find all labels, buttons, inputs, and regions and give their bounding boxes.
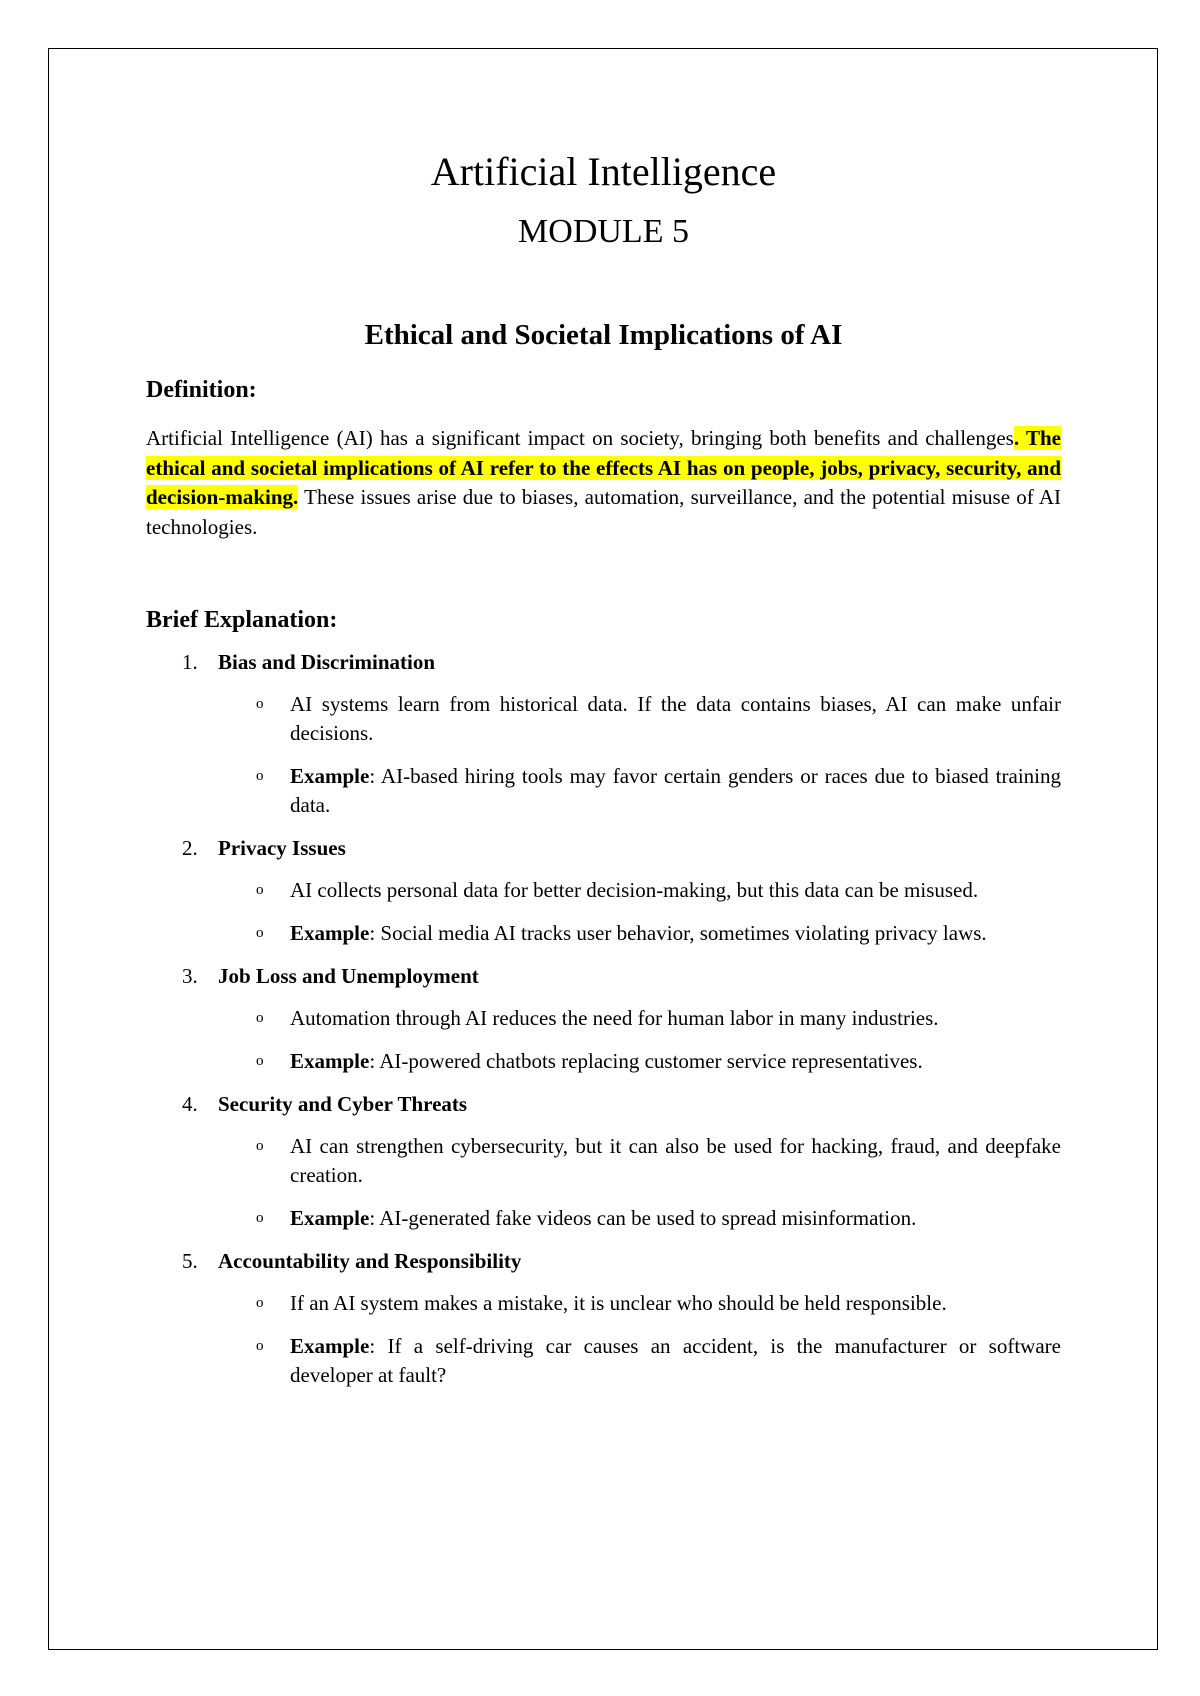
bullet-example [146, 1047, 1061, 1076]
item-number: 1. [182, 650, 198, 674]
example-label: Example [290, 921, 370, 945]
bullet-marker: o [256, 1210, 264, 1226]
definition-heading: Definition: [146, 377, 257, 403]
document-title: Artificial Intelligence [430, 149, 777, 194]
document-body [146, 150, 1061, 1390]
example-label: Example [290, 764, 370, 788]
definition-highlight: . The ethical and societal implications of AI refer to the effects AI has on people, jobs, privacy, security, and decision-making. [146, 426, 1061, 509]
definition-text-before: Artificial Intelligence (AI) has a significant impact on society, bringing both benefits and challenges [146, 426, 1014, 450]
item-number: 5. [182, 1249, 198, 1273]
bullet-point [146, 1289, 1061, 1318]
example-text: : AI-generated fake videos can be used to spread misinformation. [369, 1206, 917, 1230]
item-title: Bias and Discrimination [218, 650, 436, 674]
module-label: MODULE 5 [518, 213, 689, 250]
item-number: 2. [182, 836, 198, 860]
bullet-marker: o [256, 1295, 264, 1311]
example-label: Example [290, 1334, 370, 1358]
example-text: : AI-based hiring tools may favor certain genders or races due to biased training data. [290, 764, 1061, 817]
example-label: Example [290, 1049, 370, 1073]
bullet-point [146, 1004, 1061, 1033]
bullet-example [146, 762, 1061, 820]
section-title: Ethical and Societal Implications of AI [364, 319, 843, 351]
bullet-marker: o [256, 1053, 264, 1069]
implications-list [146, 648, 1061, 1390]
list-item [146, 1090, 1061, 1233]
example-text: : AI-powered chatbots replacing customer service representatives. [369, 1049, 923, 1073]
item-title: Security and Cyber Threats [218, 1092, 468, 1116]
bullet-marker: o [256, 1138, 264, 1154]
bullet-marker: o [256, 1338, 264, 1354]
item-title: Accountability and Responsibility [218, 1249, 522, 1273]
item-title: Privacy Issues [218, 836, 346, 860]
example-text: : Social media AI tracks user behavior, sometimes violating privacy laws. [369, 921, 987, 945]
bullet-point [146, 876, 1061, 905]
bullet-text: Automation through AI reduces the need for human labor in many industries. [290, 1006, 939, 1030]
bullet-example [146, 1204, 1061, 1233]
example-text: : If a self-driving car causes an accident, is the manufacturer or software developer at fault? [290, 1334, 1061, 1387]
bullet-text: If an AI system makes a mistake, it is unclear who should be held responsible. [290, 1291, 947, 1315]
bullet-text: AI systems learn from historical data. If the data contains biases, AI can make unfair decisions. [290, 692, 1061, 745]
item-title: Job Loss and Unemployment [218, 964, 479, 988]
definition-paragraph [146, 424, 1061, 542]
list-item [146, 648, 1061, 820]
bullet-marker: o [256, 925, 264, 941]
list-item [146, 834, 1061, 948]
definition-text-after: These issues arise due to biases, automation, surveillance, and the potential misuse of AI technologies. [146, 485, 1061, 539]
example-label: Example [290, 1206, 370, 1230]
item-number: 4. [182, 1092, 198, 1116]
bullet-point [146, 690, 1061, 748]
bullet-point [146, 1132, 1061, 1190]
bullet-marker: o [256, 882, 264, 898]
list-item [146, 1247, 1061, 1390]
list-item [146, 962, 1061, 1076]
bullet-marker: o [256, 696, 264, 712]
bullet-text: AI can strengthen cybersecurity, but it can also be used for hacking, fraud, and deepfake creation. [290, 1134, 1061, 1187]
explanation-heading: Brief Explanation: [146, 607, 338, 633]
bullet-marker: o [256, 1010, 264, 1026]
bullet-example [146, 1332, 1061, 1390]
bullet-text: AI collects personal data for better decision-making, but this data can be misused. [290, 878, 979, 902]
bullet-marker: o [256, 768, 264, 784]
item-number: 3. [182, 964, 198, 988]
bullet-example [146, 919, 1061, 948]
